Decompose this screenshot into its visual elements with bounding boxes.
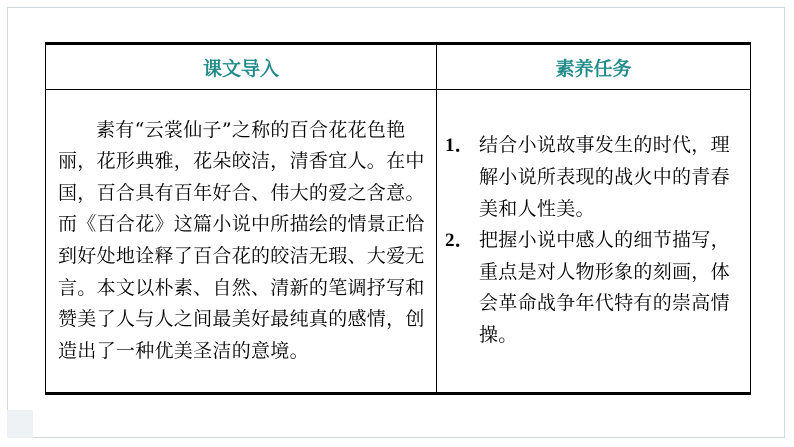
task-text: 把握小说中感人的细节描写，重点是对人物形象的刻画，体会革命战争年代特有的崇高情操。	[479, 229, 730, 346]
corner-decoration	[7, 410, 33, 438]
task-number: 1．	[445, 135, 475, 157]
list-item	[445, 225, 744, 351]
table-header-row	[46, 44, 751, 90]
header-lesson-intro: 课文导入	[46, 44, 437, 90]
list-item	[445, 130, 744, 225]
table-row	[46, 90, 751, 394]
task-list	[437, 130, 750, 351]
task-text: 结合小说故事发生的时代，理解小说所表现的战火中的青春美和人性美。	[479, 134, 730, 220]
header-literacy-tasks: 素养任务	[437, 44, 751, 90]
lesson-table	[45, 42, 751, 395]
intro-paragraph: 素有“云裳仙子”之称的百合花花色艳丽，花形典雅，花朵皎洁，清香宜人。在中国，百合具有百年好合、伟大的爱之含意。而《百合花》这篇小说中所描绘的情景正恰到好处地诠释了百合花的皎洁无瑕、大爱无言。本文以朴素、自然、清新的笔调抒写和赞美了人与人之间最美好最纯真的感情，创造出了一种优美圣洁的意境。	[58, 118, 425, 362]
task-number: 2．	[445, 230, 475, 252]
intro-cell	[46, 90, 437, 394]
tasks-cell	[437, 90, 751, 394]
